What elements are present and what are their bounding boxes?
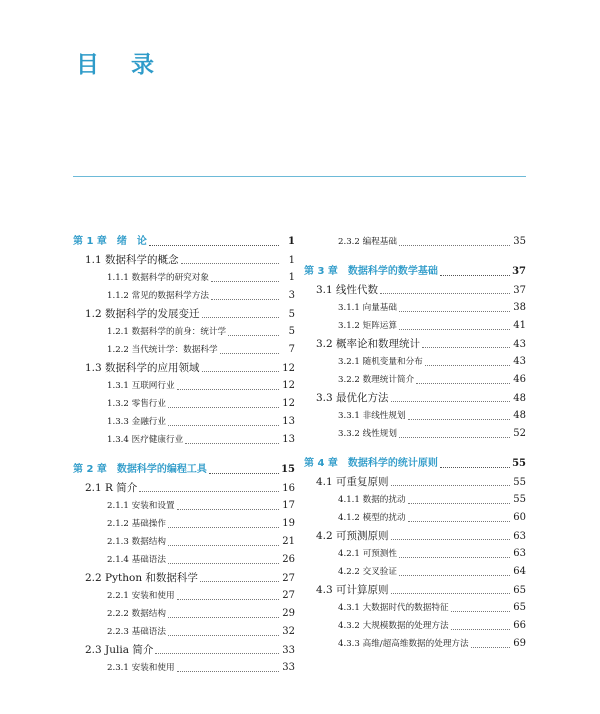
toc-entry-subsection bbox=[304, 317, 526, 335]
toc-entry-subsection bbox=[73, 323, 295, 341]
dot-leader bbox=[168, 562, 279, 564]
toc-entry-page-number: 13 bbox=[282, 434, 295, 445]
toc-entry-label: 4.1.2 模型的扰动 bbox=[338, 513, 406, 523]
toc-entry-page-number: 19 bbox=[282, 518, 295, 529]
toc-entry-page-number: 43 bbox=[513, 356, 526, 367]
toc-entry-subsection bbox=[304, 299, 526, 317]
dot-leader bbox=[399, 574, 510, 576]
toc-entry-page-number: 27 bbox=[282, 573, 295, 584]
toc-entry-page-number: 37 bbox=[512, 266, 526, 277]
toc-entry-subsection bbox=[73, 413, 295, 431]
toc-entry-label: 2.2.2 数据结构 bbox=[107, 609, 166, 619]
toc-entry-label: 2.1.4 基础语法 bbox=[107, 555, 166, 565]
toc-entry-section bbox=[304, 335, 526, 353]
toc-column-right bbox=[304, 233, 526, 653]
toc-entry-label: 3.1.2 矩阵运算 bbox=[338, 321, 397, 331]
toc-entry-section bbox=[304, 581, 526, 599]
dot-leader bbox=[177, 670, 279, 672]
toc-entry-label: 第 4 章 数据科学的统计原则 bbox=[304, 458, 438, 469]
toc-entry-label: 4.1 可重复原则 bbox=[316, 476, 389, 488]
toc-entry-subsection bbox=[304, 599, 526, 617]
dot-leader bbox=[185, 442, 279, 444]
toc-entry-page-number: 33 bbox=[282, 662, 295, 673]
toc-entry-label: 4.3.2 大规模数据的处理方法 bbox=[338, 621, 449, 631]
page-title: 目 录 bbox=[76, 52, 167, 78]
toc-entry-page-number: 1 bbox=[288, 272, 295, 283]
toc-entry-section bbox=[304, 281, 526, 299]
toc-entry-chapter bbox=[73, 461, 295, 479]
toc-entry-label: 2.1 R 简介 bbox=[85, 482, 138, 494]
dot-leader bbox=[422, 346, 510, 348]
toc-entry-label: 4.3.3 高维/超高维数据的处理方法 bbox=[338, 639, 469, 649]
toc-entry-label: 1.2 数据科学的发展变迁 bbox=[85, 308, 200, 320]
toc-entry-label: 4.2 可预测原则 bbox=[316, 530, 389, 542]
toc-entry-label: 2.2.1 安装和使用 bbox=[107, 591, 175, 601]
toc-entry-page-number: 33 bbox=[282, 645, 295, 656]
toc-entry-page-number: 65 bbox=[513, 585, 526, 596]
toc-entry-label: 1.3.3 金融行业 bbox=[107, 417, 166, 427]
dot-leader bbox=[211, 298, 279, 300]
toc-entry-page-number: 64 bbox=[513, 566, 526, 577]
dot-leader bbox=[391, 592, 510, 594]
dot-leader bbox=[471, 646, 510, 648]
toc-entry-label: 3.3 最优化方法 bbox=[316, 392, 389, 404]
dot-leader bbox=[440, 466, 510, 468]
toc-entry-section bbox=[304, 473, 526, 491]
dot-leader bbox=[408, 520, 510, 522]
toc-entry-subsection bbox=[73, 377, 295, 395]
toc-entry-page-number: 48 bbox=[513, 410, 526, 421]
toc-entry-subsection bbox=[73, 515, 295, 533]
dot-leader bbox=[168, 406, 279, 408]
toc-entry-page-number: 65 bbox=[513, 602, 526, 613]
toc-entry-label: 3.3.2 线性规划 bbox=[338, 429, 397, 439]
dot-leader bbox=[399, 244, 510, 246]
toc-entry-subsection bbox=[304, 635, 526, 653]
toc-entry-page-number: 63 bbox=[513, 531, 526, 542]
toc-entry-label: 3.3.1 非线性规划 bbox=[338, 411, 406, 421]
toc-entry-subsection bbox=[73, 623, 295, 641]
toc-entry-page-number: 5 bbox=[288, 309, 295, 320]
toc-entry-page-number: 26 bbox=[282, 554, 295, 565]
toc-entry-page-number: 55 bbox=[513, 477, 526, 488]
toc-entry-label: 第 2 章 数据科学的编程工具 bbox=[73, 464, 207, 475]
toc-entry-label: 4.3 可计算原则 bbox=[316, 584, 389, 596]
toc-entry-page-number: 55 bbox=[513, 494, 526, 505]
toc-entry-page-number: 5 bbox=[288, 326, 295, 337]
dot-leader bbox=[220, 352, 279, 354]
toc-entry-page-number: 43 bbox=[513, 339, 526, 350]
toc-entry-section bbox=[73, 479, 295, 497]
dot-leader bbox=[168, 544, 279, 546]
dot-leader bbox=[177, 508, 279, 510]
toc-entry-label: 4.1.1 数据的扰动 bbox=[338, 495, 406, 505]
toc-entry-subsection bbox=[73, 341, 295, 359]
toc-entry-label: 1.3.2 零售行业 bbox=[107, 399, 166, 409]
toc-entry-subsection bbox=[304, 407, 526, 425]
dot-leader bbox=[451, 610, 510, 612]
toc-entry-subsection bbox=[73, 551, 295, 569]
toc-entry-chapter bbox=[304, 263, 526, 281]
toc-column-left bbox=[73, 233, 295, 677]
toc-entry-section bbox=[304, 389, 526, 407]
dot-leader bbox=[399, 556, 510, 558]
toc-entry-page-number: 13 bbox=[282, 416, 295, 427]
toc-entry-label: 4.3.1 大数据时代的数据特征 bbox=[338, 603, 449, 613]
toc-entry-subsection bbox=[73, 497, 295, 515]
toc-entry-subsection bbox=[304, 563, 526, 581]
toc-entry-page-number: 29 bbox=[282, 608, 295, 619]
toc-entry-section bbox=[73, 359, 295, 377]
dot-leader bbox=[440, 274, 510, 276]
toc-entry-label: 1.3.4 医疗健康行业 bbox=[107, 435, 184, 445]
toc-entry-subsection bbox=[304, 353, 526, 371]
toc-entry-page-number: 35 bbox=[513, 236, 526, 247]
toc-entry-page-number: 21 bbox=[282, 536, 295, 547]
toc-entry-subsection bbox=[304, 233, 526, 251]
toc-entry-page-number: 63 bbox=[513, 548, 526, 559]
toc-entry-label: 1.1.2 常见的数据科学方法 bbox=[107, 291, 209, 301]
dot-leader bbox=[416, 382, 510, 384]
toc-entry-page-number: 1 bbox=[288, 236, 295, 247]
toc-entry-subsection bbox=[73, 659, 295, 677]
header-divider bbox=[73, 176, 526, 177]
toc-entry-page-number: 16 bbox=[282, 483, 295, 494]
dot-leader bbox=[200, 580, 279, 582]
dot-leader bbox=[391, 538, 510, 540]
dot-leader bbox=[155, 652, 279, 654]
toc-entry-section bbox=[73, 305, 295, 323]
toc-entry-subsection bbox=[304, 509, 526, 527]
toc-entry-label: 2.3.2 编程基础 bbox=[338, 237, 397, 247]
toc-entry-label: 1.1.1 数据科学的研究对象 bbox=[107, 273, 209, 283]
dot-leader bbox=[380, 292, 510, 294]
toc-entry-subsection bbox=[73, 395, 295, 413]
toc-entry-chapter bbox=[73, 233, 295, 251]
dot-leader bbox=[399, 436, 510, 438]
toc-entry-chapter bbox=[304, 455, 526, 473]
toc-entry-page-number: 41 bbox=[513, 320, 526, 331]
toc-entry-page-number: 52 bbox=[513, 428, 526, 439]
toc-entry-page-number: 27 bbox=[282, 590, 295, 601]
toc-entry-label: 3.2.2 数理统计简介 bbox=[338, 375, 415, 385]
chapter-spacer bbox=[73, 449, 295, 461]
toc-entry-label: 第 3 章 数据科学的数学基础 bbox=[304, 266, 438, 277]
dot-leader bbox=[181, 262, 279, 264]
toc-entry-subsection bbox=[304, 545, 526, 563]
toc-entry-page-number: 15 bbox=[281, 464, 295, 475]
dot-leader bbox=[399, 310, 510, 312]
toc-entry-page-number: 48 bbox=[513, 393, 526, 404]
dot-leader bbox=[451, 628, 510, 630]
toc-entry-subsection bbox=[304, 371, 526, 389]
toc-entry-page-number: 32 bbox=[282, 626, 295, 637]
toc-entry-subsection bbox=[73, 587, 295, 605]
toc-entry-page-number: 66 bbox=[513, 620, 526, 631]
toc-entry-subsection bbox=[304, 491, 526, 509]
dot-leader bbox=[209, 472, 279, 474]
toc-entry-subsection bbox=[304, 425, 526, 443]
toc-entry-label: 3.2.1 随机变量和分布 bbox=[338, 357, 423, 367]
toc-entry-subsection bbox=[73, 605, 295, 623]
dot-leader bbox=[168, 526, 279, 528]
toc-entry-label: 2.2.3 基础语法 bbox=[107, 627, 166, 637]
toc-entry-label: 2.1.3 数据结构 bbox=[107, 537, 166, 547]
toc-entry-section bbox=[304, 527, 526, 545]
toc-entry-subsection bbox=[73, 533, 295, 551]
toc-entry-subsection bbox=[73, 431, 295, 449]
toc-entry-page-number: 12 bbox=[282, 363, 295, 374]
toc-entry-label: 2.3.1 安装和使用 bbox=[107, 663, 175, 673]
toc-entry-page-number: 46 bbox=[513, 374, 526, 385]
toc-entry-label: 1.3.1 互联网行业 bbox=[107, 381, 175, 391]
toc-entry-label: 3.1 线性代数 bbox=[316, 284, 379, 296]
toc-entry-subsection bbox=[304, 617, 526, 635]
dot-leader bbox=[228, 334, 279, 336]
toc-entry-page-number: 55 bbox=[512, 458, 526, 469]
toc-entry-subsection bbox=[73, 269, 295, 287]
toc-entry-subsection bbox=[73, 287, 295, 305]
toc-entry-page-number: 1 bbox=[288, 255, 295, 266]
toc-entry-label: 2.3 Julia 简介 bbox=[85, 644, 154, 656]
dot-leader bbox=[202, 370, 279, 372]
dot-leader bbox=[168, 616, 279, 618]
toc-entry-label: 2.1.1 安装和设置 bbox=[107, 501, 175, 511]
toc-entry-section bbox=[73, 641, 295, 659]
toc-entry-page-number: 38 bbox=[513, 302, 526, 313]
toc-entry-label: 2.2 Python 和数据科学 bbox=[85, 572, 198, 584]
toc-entry-label: 3.1.1 向量基础 bbox=[338, 303, 397, 313]
dot-leader bbox=[408, 418, 510, 420]
chapter-spacer bbox=[304, 443, 526, 455]
toc-entry-label: 4.2.1 可预测性 bbox=[338, 549, 397, 559]
toc-entry-section bbox=[73, 251, 295, 269]
toc-entry-page-number: 7 bbox=[288, 344, 295, 355]
dot-leader bbox=[399, 328, 510, 330]
dot-leader bbox=[211, 280, 279, 282]
dot-leader bbox=[177, 598, 279, 600]
dot-leader bbox=[177, 388, 279, 390]
dot-leader bbox=[149, 244, 279, 246]
dot-leader bbox=[391, 484, 510, 486]
toc-entry-label: 1.1 数据科学的概念 bbox=[85, 254, 179, 266]
chapter-spacer bbox=[304, 251, 526, 263]
dot-leader bbox=[139, 490, 279, 492]
dot-leader bbox=[408, 502, 510, 504]
toc-entry-page-number: 69 bbox=[513, 638, 526, 649]
toc-entry-page-number: 37 bbox=[513, 285, 526, 296]
dot-leader bbox=[391, 400, 510, 402]
toc-entry-page-number: 12 bbox=[282, 380, 295, 391]
toc-entry-page-number: 3 bbox=[288, 290, 295, 301]
toc-entry-label: 第 1 章 绪 论 bbox=[73, 236, 147, 247]
toc-entry-label: 2.1.2 基础操作 bbox=[107, 519, 166, 529]
dot-leader bbox=[168, 424, 279, 426]
dot-leader bbox=[202, 316, 279, 318]
toc-entry-page-number: 60 bbox=[513, 512, 526, 523]
toc-entry-label: 1.2.2 当代统计学：数据科学 bbox=[107, 345, 218, 355]
dot-leader bbox=[168, 634, 279, 636]
toc-entry-section bbox=[73, 569, 295, 587]
toc-entry-label: 1.2.1 数据科学的前身：统计学 bbox=[107, 327, 227, 337]
toc-entry-label: 3.2 概率论和数理统计 bbox=[316, 338, 421, 350]
dot-leader bbox=[425, 364, 510, 366]
toc-entry-label: 4.2.2 交叉验证 bbox=[338, 567, 397, 577]
toc-entry-label: 1.3 数据科学的应用领域 bbox=[85, 362, 200, 374]
toc-entry-page-number: 12 bbox=[282, 398, 295, 409]
toc-entry-page-number: 17 bbox=[282, 500, 295, 511]
